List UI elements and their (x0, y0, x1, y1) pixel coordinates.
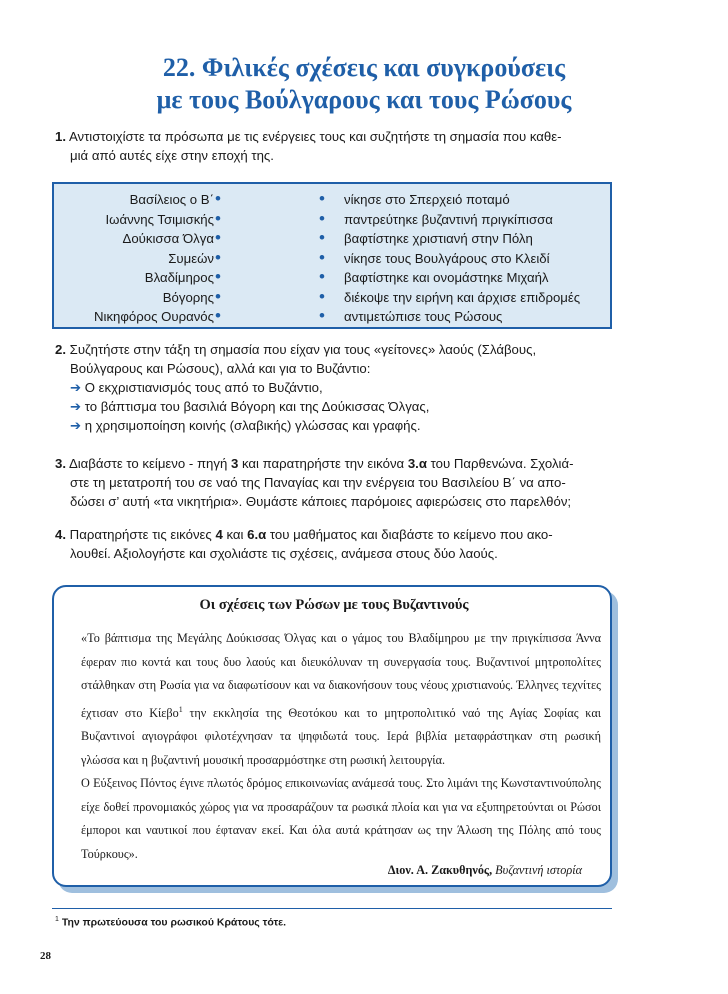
action-label: αντιμετώπισε τους Ρώσους (344, 309, 503, 324)
source-box (52, 585, 612, 887)
bullet-icon[interactable]: • (319, 286, 325, 306)
source-text-part: «Το βάπτισμα της Μεγάλης Δούκισσας Όλγας και ο γάμος του Βλαδίμηρου με την πριγκίπισσα Άννα έφεραν πιο κοντά και τους δυο λαούς και διευκόλυναν τη συνεργασία τους. Βυζαντινοί μητροπολίτες στάλθηκαν στη Ρωσία για να διαφωτίσουν και να διακονήσουν τους νέους χριστιανούς. Έλληνες τεχνίτες έχτισαν στο Κίεβο (81, 631, 601, 720)
question-1-line-2: μιά από αυτές είχε στην εποχή της. (70, 148, 274, 163)
source-citation (388, 863, 582, 878)
question-2-number: 2. (55, 342, 66, 357)
bullet-icon[interactable]: • (319, 306, 325, 325)
question-3-text: Διαβάστε το κείμενο - πηγή (68, 456, 231, 471)
source-text-part: την εκκλησία της Θεοτόκου και το μητροπολιτικό ναό της Αγίας Σοφίας και Βυζαντινοί αγιογράφοι φιλοτέχνησαν τα ψηφιδωτά τους. Ιερά βιβλία μεταφράστηκαν στη ρωσική γλώσσα και η βυζαντινή μουσική προσαρμόστηκε στη ρωσική λειτουργία. (81, 705, 601, 767)
match-row (54, 306, 614, 329)
matching-box (52, 182, 612, 329)
question-3-text: του Παρθενώνα. Σχολιά- (426, 456, 574, 471)
action-label: παντρεύτηκε βυζαντινή πριγκίπισσα (344, 211, 553, 227)
question-1-line-1: Αντιστοιχίστε τα πρόσωπα με τις ενέργειες τους και συζητήστε τη σημασία που καθε- (68, 129, 562, 144)
question-4-text: του μαθήματος και διαβάστε το κείμενο που ακο- (266, 527, 553, 542)
bullet-icon[interactable]: • (215, 306, 221, 325)
source-text (81, 627, 601, 866)
question-4-text: Παρατηρήστε τις εικόνες (69, 527, 216, 542)
question-3-line-2: στε τη μετατροπή του σε ναό της Παναγίας και την ενέργεια του Βασιλείου Β΄ να απο- (70, 475, 566, 490)
footnote-divider (52, 908, 612, 909)
image-ref: 6.α (247, 527, 267, 542)
question-1 (55, 127, 615, 165)
person-label: Συμεών (168, 250, 214, 266)
image-ref: 3.α (407, 456, 427, 471)
match-row (54, 247, 614, 271)
bullet-icon[interactable]: • (319, 208, 325, 228)
bullet-icon[interactable]: • (319, 247, 325, 267)
question-3 (55, 454, 615, 511)
match-row (54, 267, 614, 290)
question-2-line-1: Συζητήστε στην τάξη τη σημασία που είχαν για τους «γείτονες» λαούς (Σλάβους, (69, 342, 537, 357)
bullet-icon[interactable]: • (215, 286, 221, 306)
person-label: Δούκισσα Όλγα (122, 231, 214, 246)
footnote-mark: 1 (55, 916, 59, 923)
question-3-text: και παρατηρήστε την εικόνα (238, 456, 408, 471)
match-row (54, 286, 614, 310)
page-title-line-1: 22. Φιλικές σχέσεις και συγκρούσεις (162, 53, 566, 82)
question-4-number: 4. (55, 527, 66, 542)
bullet-icon[interactable]: • (215, 267, 221, 286)
match-row (54, 189, 614, 212)
person-label: Βόγορης (162, 289, 214, 305)
question-2-item: Ο εκχριστιανισμός τους από το Βυζάντιο, (84, 380, 323, 395)
footnote-text: Την πρωτεύουσα του ρωσικού Κράτους τότε. (61, 916, 287, 929)
bullet-icon[interactable]: • (319, 228, 325, 247)
question-4 (55, 525, 615, 563)
question-3-line-3: δώσει σ’ αυτή «τα νικητήρια». Θυμάστε κάποιες παρόμοιες αφιερώσεις στο παρελθόν; (70, 494, 572, 509)
page-number: 28 (40, 950, 51, 962)
image-ref: 4 (215, 527, 223, 542)
question-2-line-2: Βούλγαρους και Ρώσους), αλλά και για το Βυζάντιο: (70, 361, 371, 376)
source-paragraph-2: Ο Εύξεινος Πόντος έγινε πλωτός δρόμος επικοινωνίας ανάμεσά τους. Στο λιμάνι της Κωνσταντινούπολης είχε δοθεί προνομιακός χώρος για να προσαράζουν τα ρωσικά πλοία και για να εξυπηρετούνται οι Ρώσοι έμποροι και ναυτικοί που έφταναν εκεί. Και όλα αυτά κράτησαν ως την Άλωση της Πόλης από τους Τούρκους». (81, 776, 601, 861)
source-title: Οι σχέσεις των Ρώσων με τους Βυζαντινούς (199, 597, 469, 613)
footnote-marker: 1 (178, 704, 183, 714)
arrow-right-icon: ➔ (70, 418, 82, 433)
bullet-icon[interactable]: • (215, 208, 221, 228)
question-2-item: η χρησιμοποίηση κοινής (σλαβικής) γλώσσας και γραφής. (84, 418, 421, 433)
bullet-icon[interactable]: • (319, 189, 325, 208)
arrow-right-icon: ➔ (70, 399, 82, 414)
question-3-number: 3. (55, 456, 66, 471)
action-label: νίκησε στο Σπερχειό ποταμό (344, 192, 510, 207)
bullet-icon[interactable]: • (215, 247, 221, 267)
action-label: βαφτίστηκε χριστιανή στην Πόλη (344, 231, 533, 246)
source-paragraph-1 (81, 627, 601, 772)
action-label: βαφτίστηκε και ονομάστηκε Μιχαήλ (344, 270, 549, 285)
match-row (54, 228, 614, 251)
question-4-text: και (222, 527, 248, 542)
bullet-icon[interactable]: • (215, 189, 221, 208)
match-row (54, 208, 614, 232)
question-1-number: 1. (55, 129, 66, 144)
question-4-line-2: λουθεί. Αξιολογήστε και σχολιάστε τις σχέσεις, ανάμεσα στους δύο λαούς. (70, 546, 498, 561)
bullet-icon[interactable]: • (319, 267, 325, 286)
source-book: Βυζαντινή ιστορία (495, 863, 582, 877)
person-label: Νικηφόρος Ουρανός (93, 309, 214, 324)
source-ref: 3 (230, 456, 239, 471)
footnote (55, 916, 286, 929)
action-label: διέκοψε την ειρήνη και άρχισε επιδρομές (344, 289, 581, 305)
person-label: Βλαδίμηρος (144, 270, 214, 285)
source-author: Διον. Α. Ζακυθηνός, (387, 863, 493, 877)
arrow-right-icon: ➔ (70, 380, 82, 395)
person-label: Ιωάννης Τσιμισκής (105, 211, 214, 227)
person-label: Βασίλειος ο Β΄ (129, 192, 214, 207)
action-label: νίκησε τους Βουλγάρους στο Κλειδί (344, 250, 550, 266)
bullet-icon[interactable]: • (215, 228, 221, 247)
question-2 (55, 340, 615, 435)
page-title-line-2: με τους Βούλγαρους και τους Ρώσους (156, 85, 572, 114)
question-2-item: το βάπτισμα του βασιλιά Βόγορη και της Δούκισσας Όλγας, (84, 399, 430, 414)
